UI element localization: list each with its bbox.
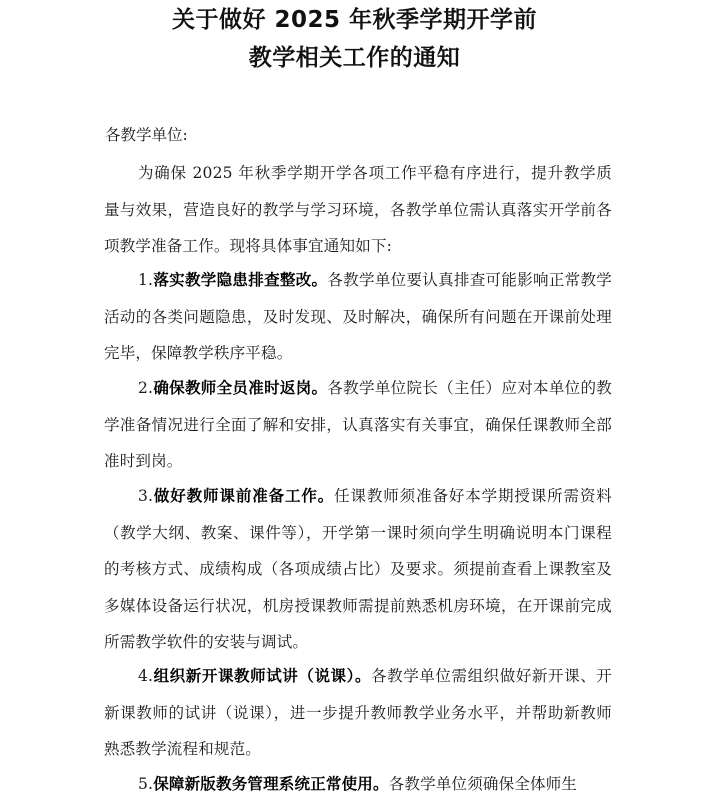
item-text: 任课教师须准备好本学期授课所需资料（教学大纲、教案、课件等），开学第一课时须向学生明确说明本门课程的考核方式、成绩构成（各项成绩占比）及要求。须提前查看上课教室及多媒体设备运行状况，机房授课教师需提前熟悉机房环境，在开课前完成所需教学软件的安装与调试。 — [104, 487, 613, 651]
notice-item-4 — [104, 658, 612, 768]
item-text: 各教学单位需组织做好新开课、开新课教师的试讲（说课），进一步提升教师教学业务水平，并帮助新教师熟悉教学流程和规范。 — [104, 667, 612, 758]
notice-item-5 — [104, 766, 612, 803]
item-number: 2. — [138, 379, 154, 397]
item-number: 5. — [138, 775, 154, 793]
document-title-line-2: 教学相关工作的通知 — [248, 45, 461, 71]
item-text: 各教学单位院长（主任）应对本单位的教学准备情况进行全面了解和安排，认真落实有关事宜，确保任课教师全部准时到岗。 — [104, 379, 613, 470]
salutation: 各教学单位: — [105, 126, 188, 144]
item-heading: 做好教师课前准备工作。 — [153, 487, 335, 505]
item-heading: 确保教师全员准时返岗。 — [153, 379, 328, 397]
item-number: 1. — [138, 271, 154, 289]
notice-item-3 — [104, 478, 612, 661]
item-number: 4. — [138, 667, 154, 685]
intro-paragraph: 为确保 2025 年秋季学期开学各项工作平稳有序进行，提升教学质量与效果，营造良好的教学与学习环境，各教学单位需认真落实开学前各项教学准备工作。现将具体事宜通知如下: — [104, 164, 612, 255]
item-text: 各教学单位须确保全体师生 — [388, 775, 578, 793]
item-heading: 保障新版教务管理系统正常使用。 — [153, 775, 389, 793]
item-text: 各教学单位要认真排查可能影响正常教学活动的各类问题隐患，及时发现、及时解决，确保所有问题在开课前处理完毕，保障教学秩序平稳。 — [104, 271, 613, 362]
notice-item-2 — [104, 370, 612, 480]
notice-item-1 — [104, 262, 612, 372]
document-title-line-1: 关于做好 2025 年秋季学期开学前 — [171, 7, 538, 33]
item-heading: 组织新开课教师试讲（说课）。 — [153, 667, 372, 685]
item-heading: 落实教学隐患排查整改。 — [153, 271, 328, 289]
item-number: 3. — [138, 487, 154, 505]
